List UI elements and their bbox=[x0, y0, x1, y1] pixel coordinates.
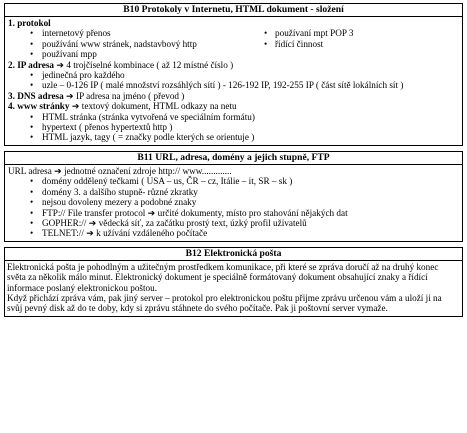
section-b10-body bbox=[5, 17, 462, 145]
ip-line bbox=[8, 60, 459, 70]
list-item: • používaní mpt POP 3 bbox=[263, 28, 459, 38]
section-b10 bbox=[4, 3, 463, 146]
dns-heading: 3. DNS adresa bbox=[8, 90, 64, 101]
protocol-columns bbox=[8, 28, 459, 59]
list-item: • FTP:// File transfer protocol ➔ určité dokumenty, místo pro stahování nějakých dat bbox=[8, 208, 459, 218]
list-item: • hypertext ( přenos hypertextů http ) bbox=[8, 122, 459, 132]
ip-list bbox=[8, 70, 459, 91]
protocol-list-right bbox=[263, 28, 459, 59]
list-item: • jedinečná pro každého bbox=[8, 70, 459, 80]
www-description: ➔ textový dokument, HTML odkazy na netu bbox=[69, 101, 237, 112]
section-b11-title: B11 URL, adresa, domény a jejich stupně, FTP bbox=[5, 152, 462, 165]
paragraph-line: světa za několik málo minut. Elektronický dokument je speciálně formátovaný dokument obsahující znaky a řídící bbox=[7, 272, 428, 283]
list-item: • HTML jazyk, tagy ( = značky podle kterých se orientuje ) bbox=[8, 132, 459, 142]
section-b12-title: B12 Elektronická pošta bbox=[5, 248, 462, 261]
url-list bbox=[8, 176, 459, 238]
list-item: • GOPHER:// ➔ vědecká síť, za začátku prostý text, úzký profil uživatelů bbox=[8, 218, 459, 228]
list-item: • používaní mpp bbox=[8, 49, 263, 59]
ip-heading: 2. IP adresa bbox=[8, 59, 55, 70]
dns-line bbox=[8, 91, 459, 101]
list-item: • domény 3. a dalšího stupně- různé zkratky bbox=[8, 187, 459, 197]
document bbox=[4, 4, 463, 317]
paragraph-line: informace poslaný elektronickou poštou. bbox=[7, 282, 158, 293]
www-line bbox=[8, 101, 459, 111]
www-list bbox=[8, 112, 459, 143]
paragraph-line: svůj pevný disk až do te doby, kdy si zprávu stáhnete do svého počítače. Pak ji poštovní server vymaže. bbox=[7, 303, 388, 314]
section-b11-body bbox=[5, 165, 462, 241]
list-item: • používání www stránek, nadstavbový http bbox=[8, 39, 263, 49]
paragraph-line: Když přichází zpráva vám, pak jiný server – protokol pro elektronickou poštu přijme zprávu určenou vám a uloží ji na bbox=[7, 292, 442, 303]
www-heading: 4. www stránky bbox=[8, 101, 70, 112]
section-b12-body bbox=[5, 261, 462, 316]
ip-description: ➔ 4 trojčíselné kombinace ( až 12 místné číslo ) bbox=[54, 59, 234, 70]
list-item: • internetový přenos bbox=[8, 28, 263, 38]
list-item: • HTML stránka (stránka vytvořená ve speciálním formátu) bbox=[8, 112, 459, 122]
section-b10-title: B10 Protokoly v Internetu, HTML dokument - složení bbox=[5, 4, 462, 17]
url-lead: URL adresa ➔ jednotné označení zdroje http:// www............. bbox=[8, 165, 232, 176]
section-b12 bbox=[4, 247, 463, 317]
dns-description: ➔ IP adresa na jméno ( převod ) bbox=[63, 90, 185, 101]
list-item: • uzle – 0-126 IP ( malé množství rozsáhlých sítí ) - 126-192 IP, 192-255 IP ( část sítě lokálních sít ) bbox=[8, 80, 459, 90]
section-b11 bbox=[4, 151, 463, 242]
protocol-heading: 1. protokol bbox=[8, 18, 51, 28]
list-item: • nejsou dovoleny mezery a podobné znaky bbox=[8, 197, 459, 207]
protocol-list-left bbox=[8, 28, 263, 59]
list-item: • řídící činnost bbox=[263, 39, 459, 49]
paragraph-line: Elektronická pošta je pohodlným a užitečným prostředkem komunikace, při které se zpráva doručí až na druhý konec bbox=[7, 261, 439, 272]
list-item: • domény oddělený tečkami ( USA – us, ČR – cz, Itálie – it, SR – sk ) bbox=[8, 176, 459, 186]
list-item: • TELNET:// ➔ k užívání vzdáleného počítače bbox=[8, 228, 459, 238]
